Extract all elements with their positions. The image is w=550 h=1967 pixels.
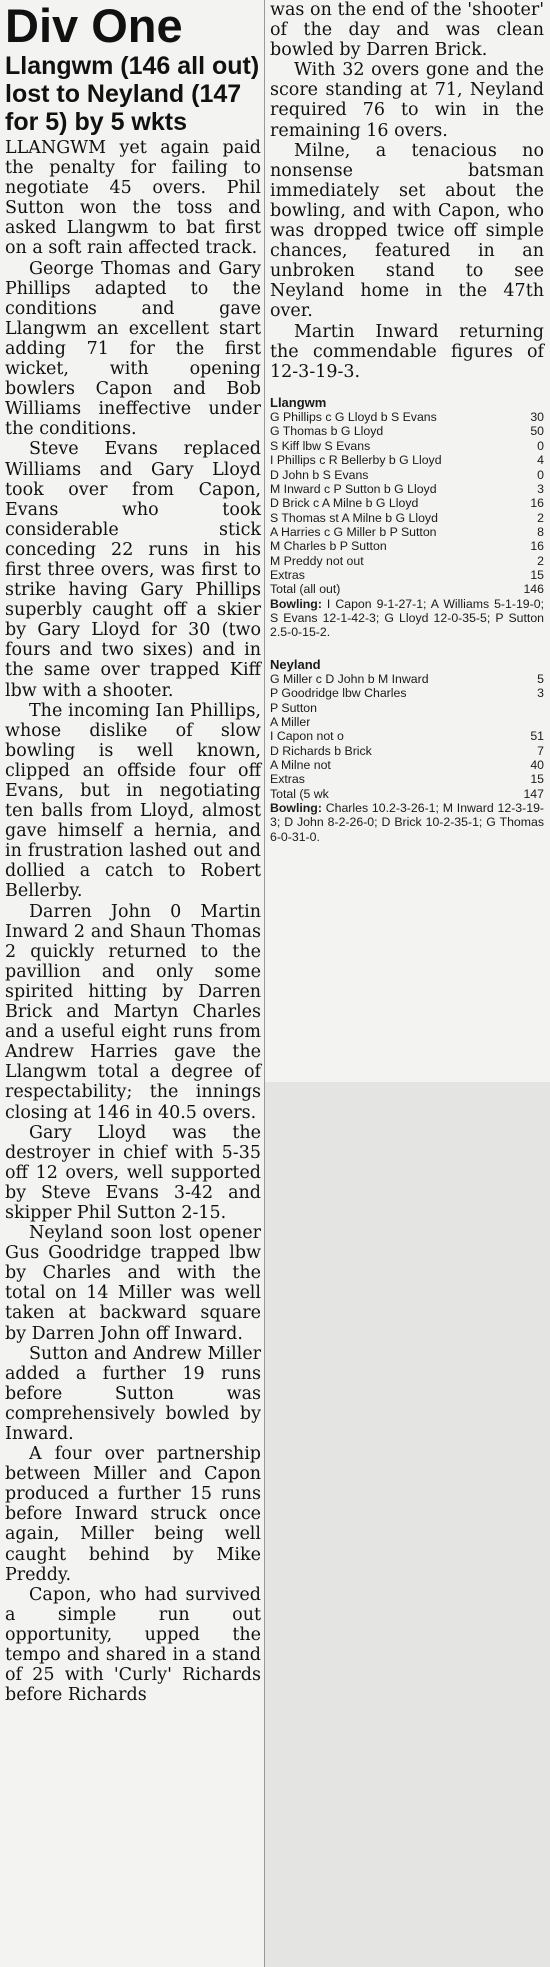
article-paragraph: Martin Inward returning the commendable figures of 12-3-19-3. bbox=[270, 321, 544, 382]
batsman-entry: S Kiff lbw S Evans bbox=[270, 438, 371, 453]
column-rule bbox=[264, 0, 265, 1967]
scorecard-team: Llangwm bbox=[270, 394, 327, 410]
batsman-entry: M Inward c P Sutton b G Lloyd bbox=[270, 481, 437, 496]
subhead: Llangwm (146 all out) lost to Neyland (147 for 5) by 5 wkts bbox=[5, 52, 260, 136]
left-article-body bbox=[5, 138, 261, 1705]
bowling-text: Charles 10.2-3-26-1; M Inward 12-3-19-3; D John 8-2-26-0; D Brick 10-2-35-1; G Thomas 6-0-31-0. bbox=[270, 801, 544, 844]
scorecard-row bbox=[270, 715, 544, 729]
scorecard-row bbox=[270, 525, 544, 539]
batsman-entry: Extras bbox=[270, 772, 305, 787]
scorecard-row bbox=[270, 468, 544, 482]
batsman-entry: M Preddy not out bbox=[270, 553, 364, 568]
batsman-runs: 16 bbox=[530, 496, 544, 511]
batsman-runs: 3 bbox=[537, 686, 544, 701]
bowling-label: Bowling: bbox=[270, 596, 322, 611]
scorecards bbox=[270, 396, 544, 844]
scorecard-row bbox=[270, 729, 544, 743]
scorecard-row bbox=[270, 772, 544, 786]
batsman-runs: 0 bbox=[537, 467, 544, 482]
batsman-entry: G Phillips c G Lloyd b S Evans bbox=[270, 410, 437, 425]
batsman-runs: 3 bbox=[537, 481, 544, 496]
batsman-runs: 40 bbox=[530, 758, 544, 773]
batsman-runs: 15 bbox=[530, 567, 544, 582]
batsman-entry: M Charles b P Sutton bbox=[270, 539, 387, 554]
bowling-text: I Capon 9-1-27-1; A Williams 5-1-19-0; S Evans 12-1-42-3; G Lloyd 12-0-35-5; P Sutton 2.5-0-15-2. bbox=[270, 596, 544, 640]
scorecard-row bbox=[270, 496, 544, 510]
batsman-runs: 2 bbox=[537, 510, 544, 525]
batsman-entry: Extras bbox=[270, 567, 305, 582]
batsman-entry: D Richards b Brick bbox=[270, 743, 372, 758]
batsman-runs: 4 bbox=[537, 453, 544, 468]
batsman-runs: 146 bbox=[523, 582, 544, 597]
scorecard-row bbox=[270, 686, 544, 700]
scorecard-row bbox=[270, 410, 544, 424]
batsman-entry: I Capon not o bbox=[270, 729, 344, 744]
article-paragraph: LLANGWM yet again paid the penalty for failing to negotiate 45 overs. Phil Sutton won the toss and asked Llangwm to bat first on a soft rain affected track. bbox=[5, 138, 261, 259]
batsman-runs: 16 bbox=[530, 539, 544, 554]
batsman-runs: 50 bbox=[530, 424, 544, 439]
batsman-entry: A Milne not bbox=[270, 758, 331, 773]
scorecard-row bbox=[270, 453, 544, 467]
blank-area bbox=[264, 1082, 550, 1967]
batsman-runs: 30 bbox=[530, 410, 544, 425]
batsman-entry: D John b S Evans bbox=[270, 467, 369, 482]
bowling-label: Bowling: bbox=[270, 801, 322, 816]
article-paragraph: Darren John 0 Martin Inward 2 and Shaun Thomas 2 quickly returned to the pavillion and only some spirited hitting by Darren Brick and Martyn Charles and a useful eight runs from Andrew Harries gave the Llangwm total a degree of respectability; the innings closing at 146 in 40.5 overs. bbox=[5, 901, 261, 1123]
batsman-entry: G Miller c D John b M Inward bbox=[270, 671, 429, 686]
batsman-runs: 0 bbox=[537, 438, 544, 453]
bowling-figures bbox=[270, 801, 544, 844]
article-paragraph: Neyland soon lost opener Gus Goodridge trapped lbw by Charles and with the total on 14 Miller was well taken at backward square by Darren John off Inward. bbox=[5, 1223, 261, 1344]
batsman-runs: 2 bbox=[537, 553, 544, 568]
article-paragraph: The incoming Ian Phillips, whose dislike of slow bowling is well known, clipped an offside four off Evans, but in negotiating ten balls from Lloyd, almost gave himself a hernia, and in frustration lashed out and dollied a catch to Robert Bellerby. bbox=[5, 700, 261, 902]
article-paragraph: Gary Lloyd was the destroyer in chief with 5-35 off 12 overs, well supported by Steve Evans 3-42 and skipper Phil Sutton 2-15. bbox=[5, 1122, 261, 1223]
headline: Div One bbox=[5, 0, 183, 52]
scorecard-team: Neyland bbox=[270, 656, 321, 672]
right-article-body bbox=[270, 0, 544, 382]
scorecard-row bbox=[270, 539, 544, 553]
scorecard-row bbox=[270, 439, 544, 453]
article-paragraph: Milne, a tenacious no nonsense batsman immediately set about the bowling, and with Capon, who was dropped twice off simple chances, featured in an unbroken stand to see Neyland home in the 47th over. bbox=[270, 140, 544, 322]
batsman-runs: 5 bbox=[537, 671, 544, 686]
batsman-entry: G Thomas b G Lloyd bbox=[270, 424, 384, 439]
scorecard-row bbox=[270, 568, 544, 582]
article-paragraph: A four over partnership between Miller and Capon produced a further 15 runs before Inward struck once again, Miller being well caught behind by Mike Preddy. bbox=[5, 1444, 261, 1585]
batsman-entry: D Brick c A Milne b G Lloyd bbox=[270, 496, 419, 511]
scorecard bbox=[270, 396, 544, 640]
article-paragraph: George Thomas and Gary Phillips adapted to the conditions and gave Llangwm an excellent start adding 71 for the first wicket, with opening bowlers Capon and Bob Williams ineffective under the conditions. bbox=[5, 258, 261, 440]
batsman-entry: P Goodridge lbw Charles bbox=[270, 686, 407, 701]
scorecard-row bbox=[270, 424, 544, 438]
scorecard bbox=[270, 658, 544, 844]
scorecard-row bbox=[270, 758, 544, 772]
batsman-runs: 51 bbox=[530, 729, 544, 744]
batsman-runs: 7 bbox=[537, 743, 544, 758]
batsman-entry: Total (all out) bbox=[270, 582, 341, 597]
scorecard-row bbox=[270, 744, 544, 758]
article-paragraph: Sutton and Andrew Miller added a further 19 runs before Sutton was comprehensively bowled by Inward. bbox=[5, 1343, 261, 1444]
batsman-entry: S Thomas st A Milne b G Lloyd bbox=[270, 510, 438, 525]
article-paragraph: Capon, who had survived a simple run out opportunity, upped the tempo and shared in a stand of 25 with 'Curly' Richards before Richards bbox=[5, 1584, 261, 1706]
batsman-entry: A Miller bbox=[270, 715, 311, 729]
left-column bbox=[5, 0, 261, 1705]
article-paragraph: With 32 overs gone and the score standing at 71, Neyland required 76 to win in the remaining 16 overs. bbox=[270, 60, 544, 141]
article-paragraph: Steve Evans replaced Williams and Gary Lloyd took over from Capon, Evans who took considerable stick conceding 22 runs in his first three overs, was first to strike having Gary Phillips superbly caught off a skier by Gary Lloyd for 30 (two fours and two sixes) and in the same over trapped Kiff lbw with a shooter. bbox=[5, 439, 261, 701]
scorecard-row bbox=[270, 582, 544, 596]
batsman-entry: A Harries c G Miller b P Sutton bbox=[270, 524, 437, 539]
scorecard-row bbox=[270, 672, 544, 686]
scorecard-row bbox=[270, 554, 544, 568]
article-paragraph: was on the end of the 'shooter' of the day and was clean bowled by Darren Brick. bbox=[270, 0, 544, 61]
batsman-entry: I Phillips c R Bellerby b G Lloyd bbox=[270, 453, 442, 468]
scorecard-row bbox=[270, 701, 544, 715]
scorecard-row bbox=[270, 482, 544, 496]
scorecard-row bbox=[270, 511, 544, 525]
scorecard-row bbox=[270, 787, 544, 801]
right-column bbox=[270, 0, 544, 844]
batsman-runs: 15 bbox=[530, 772, 544, 787]
batsman-entry: P Sutton bbox=[270, 700, 317, 715]
batsman-runs: 147 bbox=[523, 786, 544, 801]
batsman-runs: 8 bbox=[537, 524, 544, 539]
batsman-entry: Total (5 wk bbox=[270, 786, 329, 801]
bowling-figures bbox=[270, 597, 544, 640]
